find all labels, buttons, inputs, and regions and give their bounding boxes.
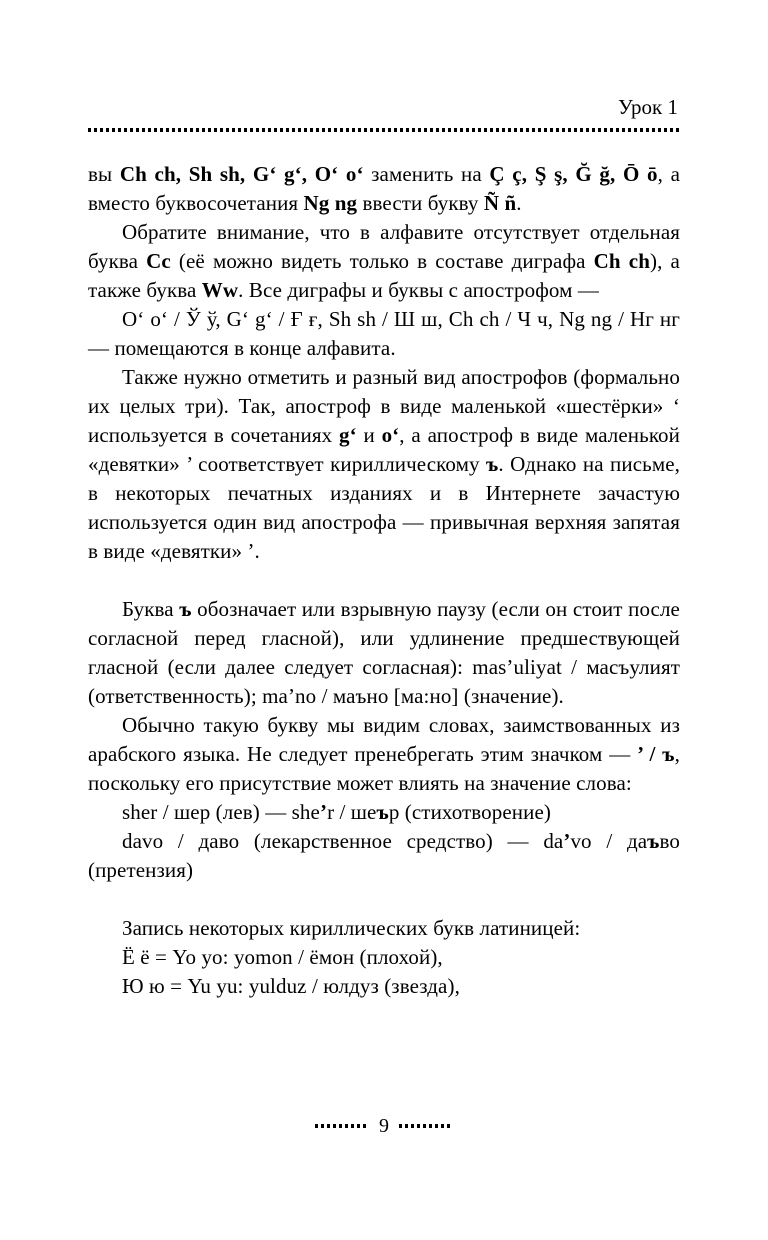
header-divider (88, 128, 680, 132)
text-run: обозначает или взрывную паузу (если он стоит после согласной перед гласной), или удлинение предшествующей гласной (если далее следует согласная): mas’uliyat / масъулият (ответственность); ma’no / маъно [ма:но] (значение). (88, 597, 680, 708)
text-run: . Однако на письме, в некоторых печатных изданиях и в Интернете зачастую используется один вид апострофа — привычная верхняя запятая в виде «девятки» ’. (88, 452, 680, 563)
text-run: ъ (376, 800, 389, 824)
paragraph (88, 798, 680, 827)
text-run: , а апостроф в виде маленькой «девятки» ’ соответствует кириллическому (88, 423, 680, 476)
text-run: Ё ё = Yo yo: yomon / ёмон (плохой), (122, 945, 443, 969)
footer-divider-left (315, 1124, 369, 1128)
text-run: sher / шер (лев) — she (122, 800, 320, 824)
text-run: р (стихотворение) (388, 800, 551, 824)
page-header (88, 96, 680, 132)
text-run: vo / да (570, 829, 648, 853)
paragraph (88, 827, 680, 885)
paragraph (88, 711, 680, 798)
paragraph (88, 363, 680, 566)
text-run: ъ (647, 829, 660, 853)
paragraph (88, 972, 680, 1001)
text-run: . Все диграфы и буквы с апострофом — (238, 278, 599, 302)
text-run: , а вместо буквосочетания (88, 162, 681, 215)
text-run: Ww (201, 278, 239, 302)
text-run: Обычно такую букву мы видим словах, заимствованных из арабского языка. Не следует пренебрегать этим значком — (88, 713, 680, 766)
text-run: Ñ ñ (483, 191, 517, 215)
paragraph (88, 218, 680, 305)
text-run: ъ (486, 452, 499, 476)
lesson-title: Урок 1 (618, 95, 678, 119)
text-run: Буква (122, 597, 180, 621)
text-run: ъ (179, 597, 192, 621)
text-run: ввести букву (357, 191, 484, 215)
text-run: Ng ng (303, 191, 358, 215)
text-run: Также нужно отметить и разный вид апострофов (формально их целых три). Так, апостроф в виде маленькой «шестёрки» ‘ используется в сочетаниях (88, 365, 680, 447)
text-run: вы (88, 162, 120, 186)
text-run: davo / даво (лекарственное средство) — da (122, 829, 564, 853)
paragraph (88, 914, 680, 943)
text-run: во (претензия) (88, 829, 680, 882)
text-run: r / ше (327, 800, 377, 824)
text-run: , поскольку его присутствие может влиять на значение слова: (88, 742, 680, 795)
text-run: Ch ch, Sh sh, G‘ g‘, O‘ o‘ (119, 162, 364, 186)
paragraph (88, 595, 680, 711)
paragraph (88, 160, 680, 218)
text-run: и (356, 423, 382, 447)
text-run: ), а также буква (88, 249, 680, 302)
text-run: Обратите внимание, что в алфавите отсутствует отдельная буква (88, 220, 680, 273)
text-run: g‘ (338, 423, 357, 447)
text-run: O‘ o‘ / Ў ў, G‘ g‘ / Ғ ғ, Sh sh / Ш ш, Ch ch / Ч ч, Ng ng / Нг нг — помещаются в конце алфавита. (88, 307, 680, 360)
text-run: Ch ch (593, 249, 651, 273)
text-run: (её можно видеть только в составе диграфа (170, 249, 594, 273)
page-content (88, 160, 680, 1001)
page-footer (0, 1116, 768, 1136)
text-run: Запись некоторых кириллических букв латиницей: (122, 916, 581, 940)
footer-divider-right (399, 1124, 453, 1128)
text-run: ’ (563, 829, 571, 853)
text-run: заменить на (363, 162, 490, 186)
text-run: Cc (146, 249, 171, 273)
paragraph (88, 305, 680, 363)
paragraph (88, 943, 680, 972)
text-run: ’ (319, 800, 328, 824)
text-run: Ю ю = Yu yu: yulduz / юлдуз (звезда), (122, 974, 460, 998)
text-run: Ç ç, Ş ş, Ğ ğ, Ō ō (489, 162, 658, 186)
text-run: ’ / ъ (637, 742, 675, 766)
text-run: . (516, 191, 522, 215)
page-number: 9 (379, 1115, 389, 1137)
text-run: o‘ (381, 423, 400, 447)
